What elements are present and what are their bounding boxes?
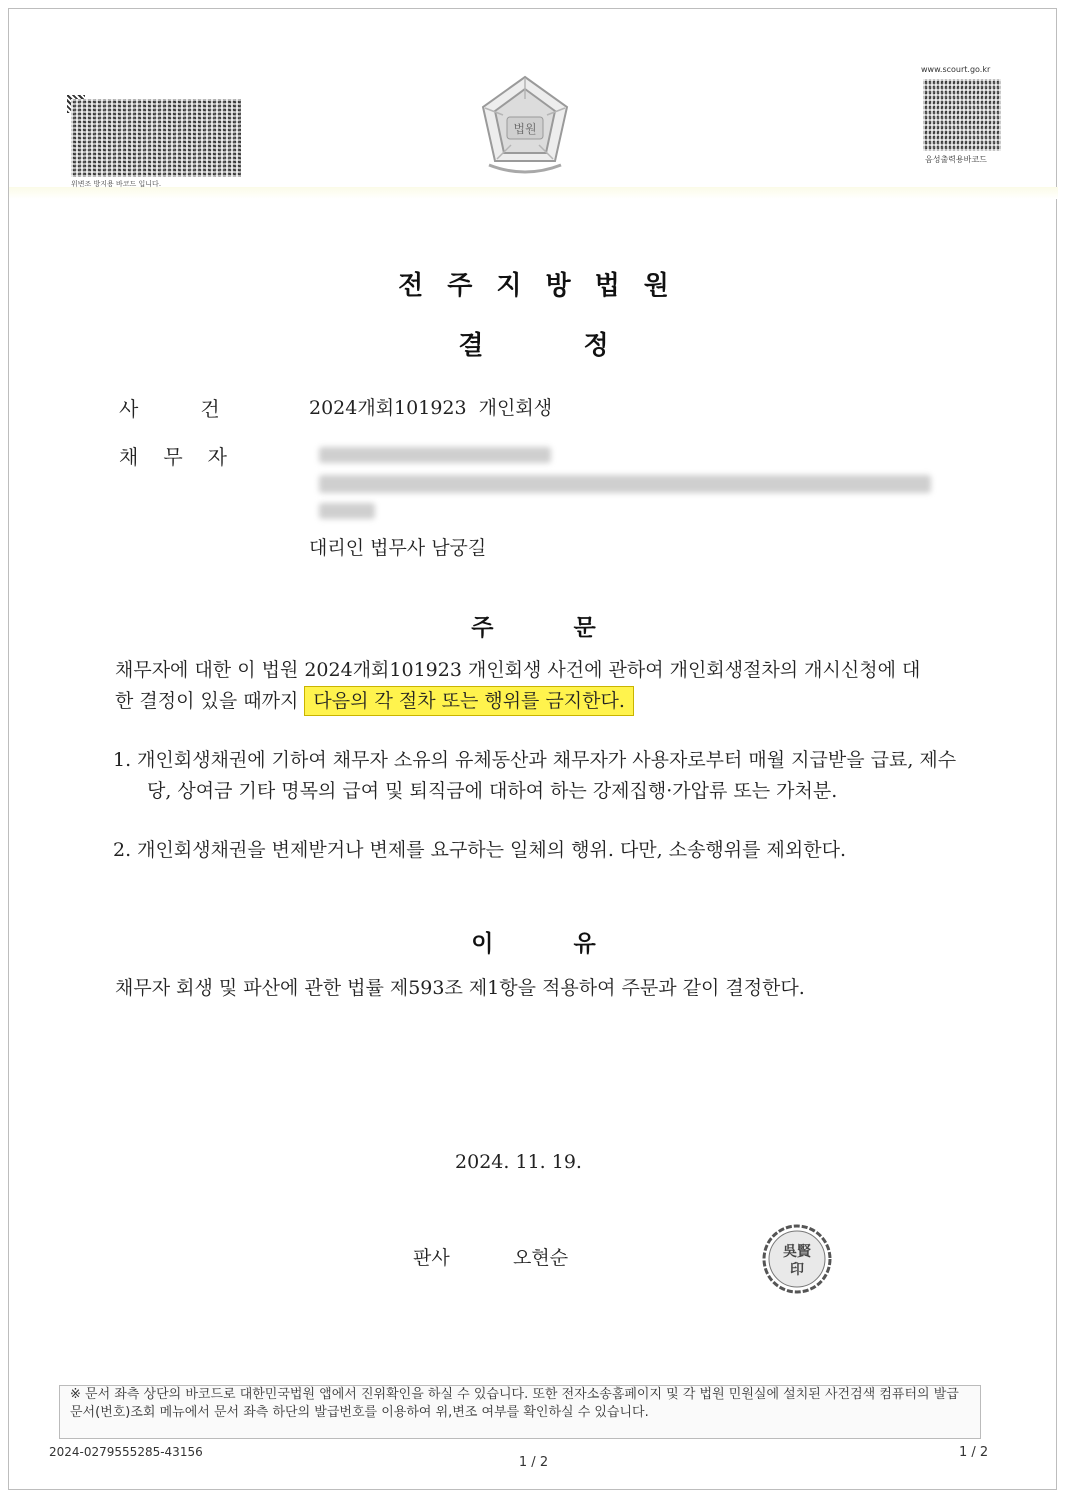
verification-notice: ※ 문서 좌측 상단의 바코드로 대한민국법원 앱에서 진위확인을 하실 수 있습니다. 또한 전자소송홈페이지 및 각 법원 민원실에 설치된 사건검색 컴퓨터의 발급문서(번호)조회 메뉴에서 문서 좌측 하단의 발급번호를 이용하여 위,변조 여부를 확인하실 수 있습니다. [59, 1385, 981, 1439]
court-name: 전주지방법원 [398, 271, 693, 301]
page-number-center: 1 / 2 [518, 1455, 549, 1470]
document-title: 결정 [458, 331, 709, 361]
header-band [9, 187, 1058, 199]
redacted-debtor-address-cont [319, 503, 375, 519]
case-value: 2024개회101923 개인회생 [309, 397, 553, 419]
order-paragraph [115, 655, 935, 717]
case-label: 사건 [119, 397, 282, 421]
judge-label: 판사 [413, 1247, 450, 1269]
svg-text:吳賢: 吳賢 [783, 1244, 811, 1260]
order-item-1: 1. 개인회생채권에 기하여 채무자 소유의 유체동산과 채무자가 사용자로부터 매월 지급받을 급료, 제수당, 상여금 기타 명목의 급여 및 퇴직금에 대하여 하는 강제집행·가압류 또는 가처분. [113, 749, 957, 802]
site-url: www.scourt.go.kr [921, 65, 991, 74]
order-item-2: 2. 개인회생채권을 변제받거나 변제를 요구하는 일체의 행위. 다만, 소송행위를 제외한다. [113, 839, 846, 861]
judge-seal-icon [761, 1223, 833, 1295]
order-text: 채무자에 대한 이 법원 2024개회101923 개인회생 사건에 관하여 개인회생절차의 개시신청에 대한 결정이 있을 때까지 [115, 659, 921, 712]
document-page [8, 8, 1057, 1490]
order-heading: 주문 [471, 614, 676, 641]
svg-text:印: 印 [790, 1262, 804, 1278]
order-highlighted-text: 다음의 각 절차 또는 행위를 금지한다. [304, 686, 634, 716]
voice-output-qr-code [923, 79, 1001, 151]
decision-date: 2024. 11. 19. [455, 1151, 582, 1173]
anti-forgery-barcode [71, 99, 241, 177]
page-number-right: 1 / 2 [959, 1445, 989, 1460]
debtor-label: 채무자 [119, 445, 252, 469]
qr-caption: 음성출력용바코드 [925, 155, 987, 164]
reason-text: 채무자 회생 및 파산에 관한 법률 제593조 제1항을 적용하여 주문과 같이 결정한다. [115, 977, 805, 999]
debtor-agent: 대리인 법무사 남궁길 [309, 537, 487, 559]
reason-heading: 이유 [471, 930, 676, 957]
redacted-debtor-name [319, 447, 551, 463]
court-emblem-icon [473, 73, 577, 179]
svg-text:법원: 법원 [513, 122, 537, 136]
barcode-caption: 위변조 방지용 바코드 입니다. [71, 180, 162, 188]
redacted-debtor-address [319, 475, 931, 493]
judge-name: 오현순 [513, 1247, 569, 1269]
issuance-number: 2024-0279555285-43156 [49, 1445, 203, 1459]
